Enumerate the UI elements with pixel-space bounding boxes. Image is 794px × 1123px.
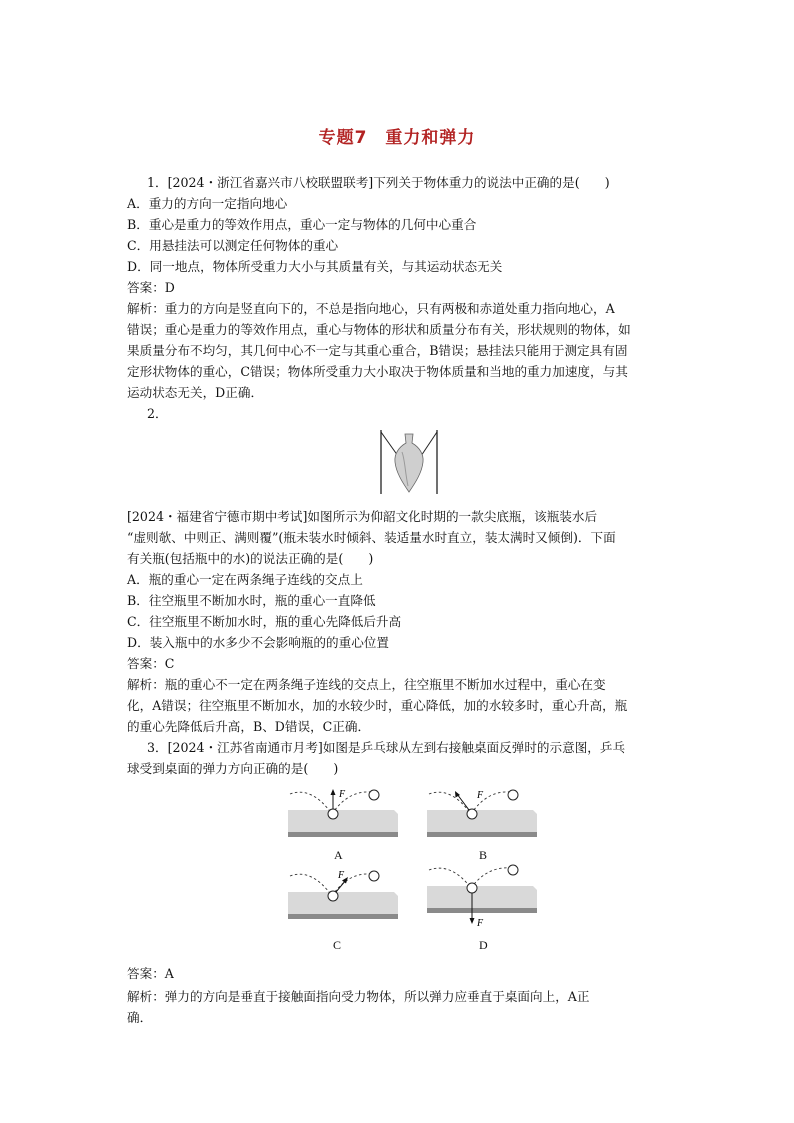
figure-option-d bbox=[425, 864, 539, 930]
force-label: F bbox=[477, 918, 484, 929]
q2-option-a: A．瓶的重心一定在两条绳子连线的交点上 bbox=[127, 572, 363, 587]
q3-answer: 答案：A bbox=[127, 966, 174, 981]
force-label: F bbox=[477, 790, 484, 801]
figure-label-c: C bbox=[333, 938, 342, 952]
q3-stem-line: 3．[2024・江苏省南通市月考]如图是乒乓球从左到右接触桌面反弹时的示意图，乒乓 bbox=[147, 740, 626, 755]
q1-answer: 答案：D bbox=[127, 280, 175, 295]
q1-analysis-line: 错误；重心是重力的等效作用点，重心与物体的形状和质量分布有关，形状规则的物体，如 bbox=[127, 322, 631, 337]
q2-stem-line: 有关瓶(包括瓶中的水)的说法正确的是( ) bbox=[127, 551, 374, 566]
q3-analysis-line: 确． bbox=[127, 1010, 153, 1025]
force-label: F bbox=[339, 789, 346, 800]
q3-stem-line: 球受到桌面的弹力方向正确的是( ) bbox=[127, 761, 339, 776]
q2-option-b: B．往空瓶里不断加水时，瓶的重心一直降低 bbox=[127, 593, 376, 608]
q1-analysis-line: 定形状物体的重心，C错误；物体所受重力大小取决于物体质量和当地的重力加速度，与其 bbox=[127, 364, 628, 379]
figure-label-d: D bbox=[479, 938, 488, 952]
q1-option-d: D．同一地点，物体所受重力大小与其质量有关，与其运动状态无关 bbox=[127, 259, 503, 274]
force-label: F bbox=[338, 870, 345, 881]
pointed-bottom-bottle-figure bbox=[378, 430, 440, 496]
q2-stem-line: [2024・福建省宁德市期中考试]如图所示为仰韶文化时期的一款尖底瓶，该瓶装水后 bbox=[127, 509, 598, 524]
q2-stem-line: “虚则欹、中则正、满则覆”(瓶未装水时倾斜、装适量水时直立，装太满时又倾倒)．下面 bbox=[127, 530, 616, 545]
q2-analysis-line: 的重心先降低后升高，B、D错误，C正确． bbox=[127, 719, 371, 734]
q1-option-c: C．用悬挂法可以测定任何物体的重心 bbox=[127, 238, 339, 253]
q1-analysis-line: 果质量分布不均匀，其几何中心不一定与其重心重合，B错误；悬挂法只能用于测定具有固 bbox=[127, 343, 628, 358]
q1-stem: 1．[2024・浙江省嘉兴市八校联盟联考]下列关于物体重力的说法中正确的是( ) bbox=[147, 175, 610, 190]
q2-option-c: C．往空瓶里不断加水时，瓶的重心先降低后升高 bbox=[127, 614, 402, 629]
figure-option-c bbox=[286, 864, 400, 924]
page-title: 专题7 重力和弹力 bbox=[318, 128, 476, 148]
q2-option-d: D．装入瓶中的水多少不会影响瓶的的重心位置 bbox=[127, 635, 389, 650]
q1-analysis-line: 解析：重力的方向是竖直向下的，不总是指向地心，只有两极和赤道处重力指向地心，A bbox=[127, 301, 615, 316]
figure-label-a: A bbox=[334, 848, 343, 862]
figure-option-b bbox=[425, 786, 539, 842]
q2-answer: 答案：C bbox=[127, 656, 175, 671]
q2-number: 2． bbox=[147, 406, 168, 421]
q2-analysis-line: 解析：瓶的重心不一定在两条绳子连线的交点上，往空瓶里不断加水过程中，重心在变 bbox=[127, 677, 606, 692]
q1-analysis-line: 运动状态无关，D正确． bbox=[127, 385, 264, 400]
figure-option-a bbox=[286, 786, 400, 842]
q2-analysis-line: 化，A错误；往空瓶里不断加水，加的水较少时，重心降低，加的水较多时，重心升高，瓶 bbox=[127, 698, 628, 713]
q3-analysis-line: 解析：弹力的方向是垂直于接触面指向受力物体，所以弹力应垂直于桌面向上，A正 bbox=[127, 989, 590, 1004]
q1-option-a: A．重力的方向一定指向地心 bbox=[127, 196, 288, 211]
q1-option-b: B．重心是重力的等效作用点，重心一定与物体的几何中心重合 bbox=[127, 217, 477, 232]
figure-label-b: B bbox=[479, 848, 488, 862]
